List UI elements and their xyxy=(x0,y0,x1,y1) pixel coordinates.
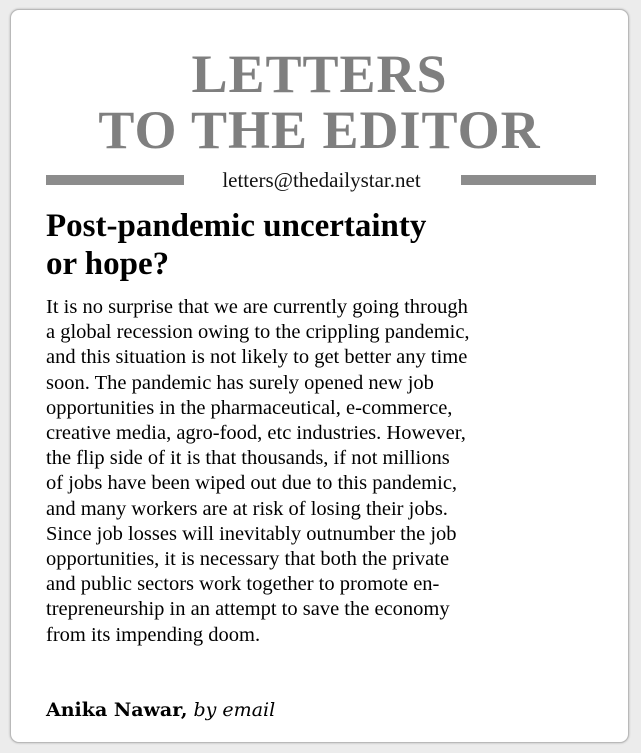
letter-headline xyxy=(46,207,606,283)
body-line: of jobs have been wiped out due to this pandemic, xyxy=(46,472,458,495)
submission-method: by email xyxy=(193,699,276,721)
letter-body xyxy=(46,295,606,648)
body-line: opportunities, it is necessary that both the private xyxy=(46,548,450,571)
body-line: soon. The pandemic has surely opened new job xyxy=(46,371,434,394)
letter-card xyxy=(10,9,629,743)
body-line: It is no surprise that we are currently going through xyxy=(46,296,468,318)
letter-signature xyxy=(46,698,275,722)
editor-email-address: letters@thedailystar.net xyxy=(222,168,421,192)
headline-line: Post-pandemic uncertainty xyxy=(46,208,427,244)
headline-line: or hope? xyxy=(46,246,170,282)
body-line: the flip side of it is that thousands, if not millions xyxy=(46,447,450,470)
body-line: and many workers are at risk of losing their jobs. xyxy=(46,497,448,520)
body-line: and public sectors work together to promote en- xyxy=(46,573,440,596)
section-title-line1: LETTERS xyxy=(191,44,448,104)
left-rule-divider xyxy=(46,175,184,185)
body-line: a global recession owing to the crippling pandemic, xyxy=(46,321,470,344)
body-line: trepreneurship in an attempt to save the economy xyxy=(46,598,450,621)
body-line: and this situation is not likely to get better any time xyxy=(46,346,468,369)
section-title-line2: TO THE EDITOR xyxy=(98,100,541,160)
body-line: creative media, agro-food, etc industries. However, xyxy=(46,422,466,445)
author-name: Anika Nawar, xyxy=(46,699,188,721)
email-rule-row xyxy=(46,166,596,196)
right-rule-divider xyxy=(461,175,596,185)
body-line: Since job losses will inevitably outnumber the job xyxy=(46,522,457,545)
body-line: from its impending doom. xyxy=(46,623,261,646)
body-line: opportunities in the pharmaceutical, e-commerce, xyxy=(46,396,453,419)
